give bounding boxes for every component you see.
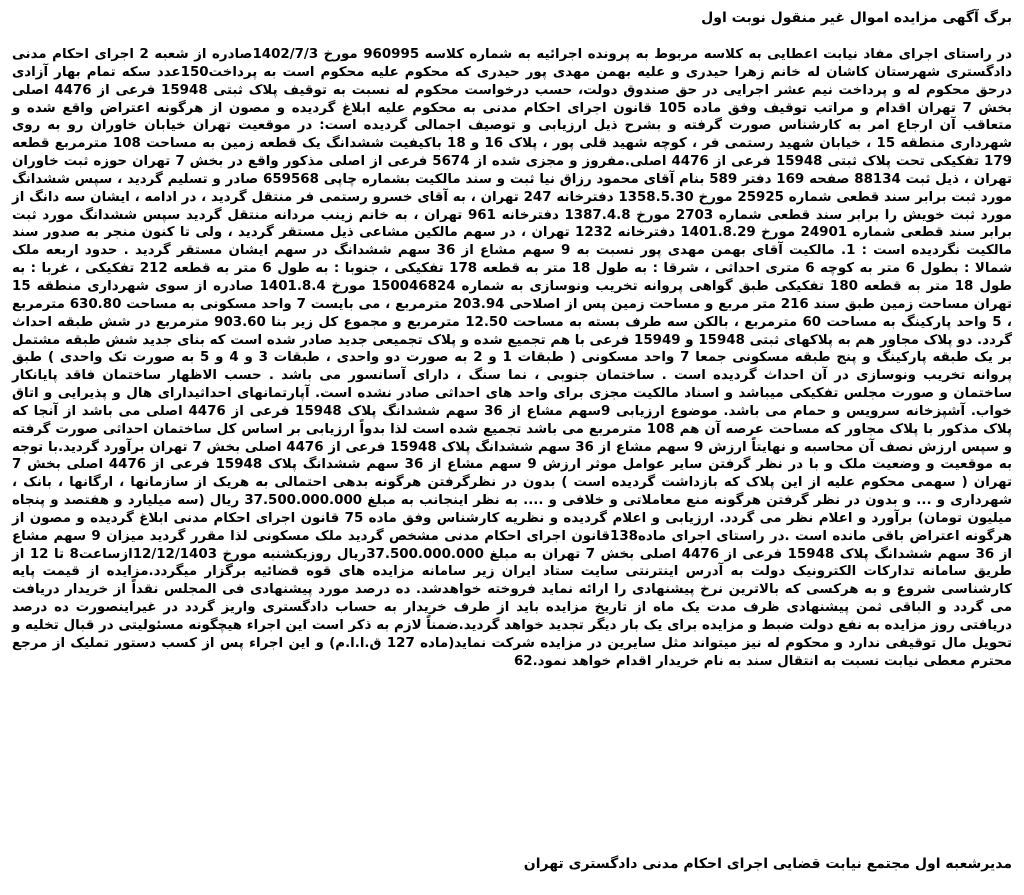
notice-title: برگ آگهی مزایده اموال غیر منقول نوبت اول — [701, 10, 1012, 26]
notice-signature: مدیرشعبه اول مجتمع نیابت قضایی اجرای احکام مدنی دادگستری تهران — [523, 856, 1012, 872]
notice-body: در راستای اجرای مفاد نیابت اعطایی به کلاسه مربوط به پرونده اجرائیه به شماره کلاسه 960995 مورخ 1402/7/3صادره از شعبه 2 اجرای احکام مدنی دادگستری شهرستان کاشان له خانم زهرا حیدری و علیه بهمن مهدی پور حیدری که محکوم علیه محکوم است به پرداخت150عدد سکه تمام بهار آزادی درحق محکوم له و پرداخت نیم عشر اجرایی در حق صندوق دولت، حسب درخواست محکوم له نسبت به توقیف پلاک ثبتی 15948 فرعی از 4476 اصلی بخش 7 تهران اقدام و مراتب توقیف وفق ماده 105 قانون اجرای احکام مدنی به محکوم علیه ابلاغ گردیده و مصون از هرگونه اعتراض واقع شده و متعاقب آن ارجاع امر به کارشناس صورت گرفته و بشرح ذیل ارزیابی و توصیف اجمالی گردیده است: در موقعیت تهران خیابان خاوران رو به روی شهرداری منطقه 15 ، خیابان شهید رستمی فر ، کوچه شهید قلی پور ، پلاک 16 و 18 باکیفیت ششدانگ یک قطعه زمین به مساحت 108 مترمربع قطعه 179 تفکیکی تحت پلاک ثبتی 15948 فرعی از 4476 اصلی.مفروز و مجزی شده از 5674 فرعی از اصلی مذکور واقع در بخش 7 تهران حوزه ثبت خاوران تهران ، ذیل ثبت 88134 صفحه 169 دفتر 589 بنام آقای محمود رزاق نیا ثبت و سند مالکیت بشماره چاپی 659568 صادر و تسلیم گردید ، سپس ششدانگ مورد ثبت برابر سند قطعی شماره 25925 مورخ 1358.5.30 دفترخانه 247 تهران ، به آقای خسرو رستمی فر منتقل گردید ، در ادامه ، ایشان سه دانگ از مورد ثبت خویش را برابر سند قطعی شماره 2703 مورخ 1387.4.8 دفترخانه 961 تهران ، به خانم زینب مردانه منتقل گردید سپس ششدانگ مورد ثبت برابر سند قطعی شماره 24901 مورخ 1401.8.29 دفترخانه 1232 تهران ، در سهم مالکین مشاعی ذیل مستقر گردید ، ولی تا کنون منجر به صدور سند مالکیت نگردیده است : 1. مالکیت آقای بهمن مهدی پور نسبت به 9 سهم مشاع از 36 سهم ششدانگ در سهم ایشان مستقر گردید . حدود اربعه ملک شمالا : بطول 6 متر به کوچه 6 متری احداثی ، شرقا : به طول 18 متر به قطعه 178 تفکیکی ، جنوبا : به طول 6 متر به قطعه 212 تفکیکی ، غربا : به طول 18 متر به قطعه 180 تفکیکی طبق گواهی پروانه تخریب ونوسازی به شماره 150046824 مورخ 1401.8.4 صادره از سوی شهرداری منطقه 15 تهران مساحت زمین طبق سند 216 متر مربع و مساحت زمین پس از اصلاحی 203.94 مترمربع ، می بایست 7 واحد مسکونی به مساحت 630.80 مترمربع ، 5 واحد پارکینگ به مساحت 60 مترمربع ، بالکن سه طرف بسته به مساحت 12.50 مترمربع و مجموع کل زیر بنا 903.60 مترمربع در شش طبقه احداث گردد. دو پلاک مجاور هم به پلاکهای ثبتی 15948 و 15949 فرعی با هم تجمیع شده و پلاک تجمیعی جدید صادر شده است که بنای جدید شش طبقه مشتمل بر یک طبقه پارکینگ و پنج طبقه مسکونی جمعا 7 واحد مسکونی ( طبقات 1 و 2 به صورت دو واحدی ، طبقات 3 و 4 و 5 به صورت تک واحدی ) طبق پروانه تخریب ونوسازی در آن احداث گردیده است . ساختمان جنوبی ، نما سنگ ، دارای آسانسور می باشد . حسب الاظهار ساختمان فاقد پایانکار ساختمان و صورت مجلس تفکیکی میباشد و اسناد مالکیت مجزی برای واحد های احداثی صادر نشده است. آپارتمانهای احداثیدارای هال و پذیرایی و اتاق خواب. آشپزخانه سرویس و حمام می باشد. موضوع ارزیابی 9سهم مشاع از 36 سهم ششدانگ پلاک 15948 فرعی از 4476 اصلی می باشد از آنجا که پلاک مذکور با پلاک مجاور که مساحت عرصه آن هم 108 مترمربع می باشد تجمیع شده است لذا بدواً ارزیابی بر اساس کل ساختمان احداثی صورت گرفته و سپس ارزش نصف آن محاسبه و نهایتاً ارزش 9 سهم مشاع از 36 سهم ششدانگ پلاک 15948 فرعی از 4476 اصلی بخش 7 تهران برآورد گردید.با توجه به موقعیت و وضعیت ملک و با در نظر گرفتن سایر عوامل موثر ارزش 9 سهم مشاع از 36 سهم ششدانگ پلاک 15948 فرعی از 4476 اصلی بخش 7 تهران ( سهمی محکوم علیه از این پلاک که بازداشت گردیده است ) بدون در نظرگرفتن هرگونه بدهی احتمالی به هریک از سازمانها ، ارگانها ، بانک ، شهرداری و ... و بدون در نظر گرفتن هرگونه منع معاملاتی و خلافی و .... به نظر اینجانب به مبلغ 37.500.000.000 ریال (سه میلیارد و هفتصد و پنجاه میلیون تومان) برآورد و اعلام نظر می گردد. ارزیابی و اعلام گردیده و نظریه کارشناس وفق ماده 75 قانون اجرای احکام مدنی ابلاغ گردیده و مصون از هرگونه اعتراض باقی مانده است .در راستای اجرای ماده138قانون اجرای احکام مدنی مشخص گردید ملک مسکونی لذا مقرر گردید میزان 9 سهم مشاع از 36 سهم ششدانگ پلاک 15948 فرعی از 4476 اصلی بخش 7 تهران به مبلغ 37.500.000.000ریال روزیکشنبه مورخ 12/12/1403ازساعت8 تا 12 از طریق سامانه تدارکات الکترونیک دولت به آدرس اینترنتی سایت ستاد ایران زیر سامانه مزایده های قوه قضائیه برگزار میگردد.مزایده از قیمت پایه کارشناسی شروع و به هرکسی که بالاترین نرخ پیشنهادی را ارائه نماید فروخته خواهدشد. ده درصد مورد پیشنهادی فی المجلس نقداً از خریدار دریافت می گردد و الباقی ثمن پیشنهادی ظرف مدت یک ماه از تاریخ مزایده باید از طرف خریدار به حساب دادگستری واریز گردد در غیراینصورت ده درصد دریافتی روز مزایده به نفع دولت ضبط و مزایده برای یک بار دیگر تجدید خواهد گردید.ضمناً لازم به ذکر است این اجراء هیچگونه مسئولیتی در قبال تخلیه و تحویل مال توقیفی ندارد و محکوم له نیز میتواند مثل سایرین در مزایده شرکت نماید(ماده 127 ق.ا.ا.م) و این اجراء پس از کسب دستور تملیک از مرجع محترم معطی نیابت نسبت به انتقال سند به نام خریدار اقدام خواهد نمود.62 — [12, 47, 1013, 669]
